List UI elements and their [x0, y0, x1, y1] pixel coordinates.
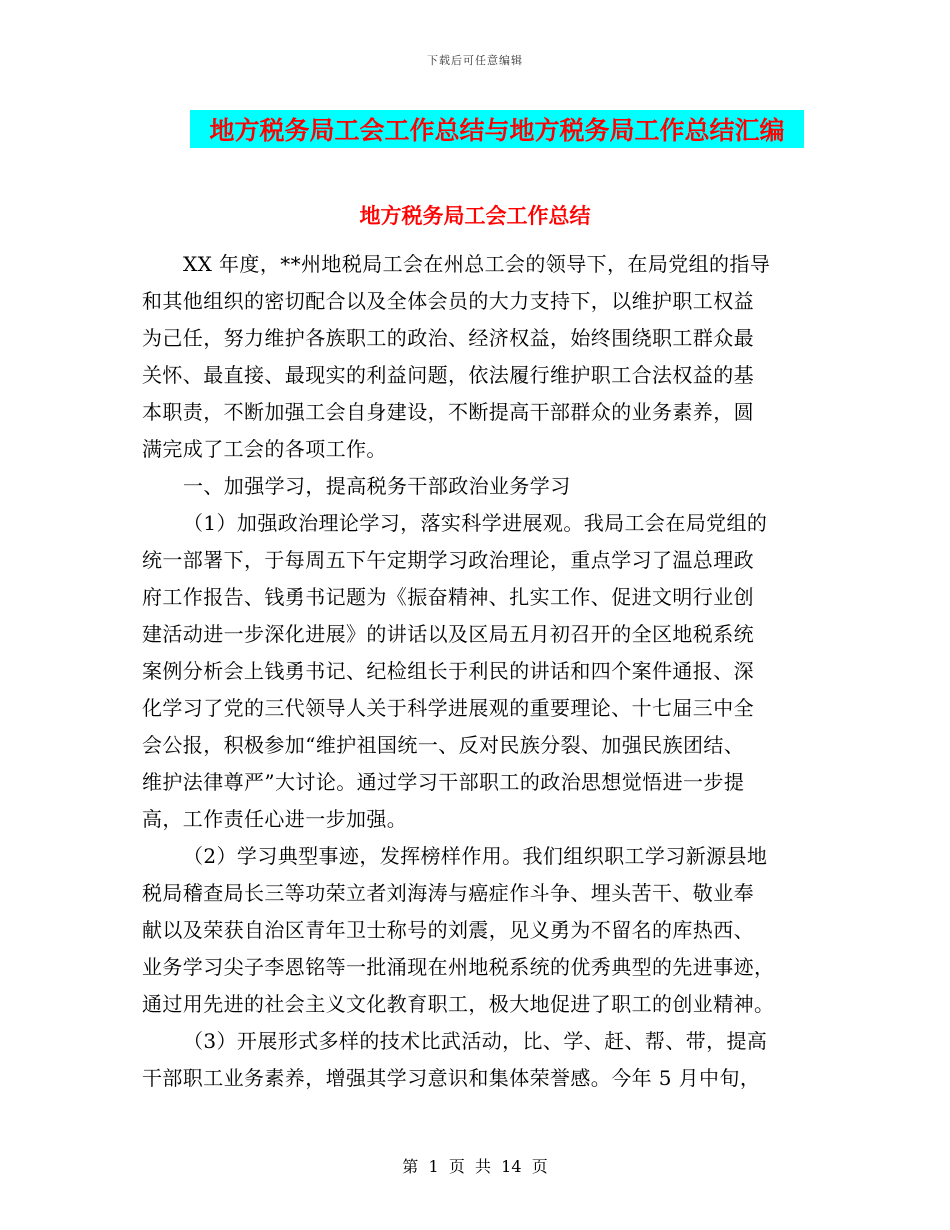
- page-footer: 第 1 页 共 14 页: [402, 1157, 548, 1176]
- text-line: 满完成了工会的各项工作。: [142, 437, 387, 461]
- text-line: 府工作报告、钱勇书记题为《振奋精神、扎实工作、促进文明行业创: [142, 585, 754, 609]
- text-line: 高，工作责任心进一步加强。: [142, 807, 408, 831]
- text-line: 会公报，积极参加“维护祖国统一、反对民族分裂、加强民族团结、: [142, 733, 745, 757]
- text-line: 干部职工业务素养，增强其学习意识和集体荣誉感。今年 5 月中旬，: [142, 1066, 761, 1090]
- text-line: 统一部署下，于每周五下午定期学习政治理论，重点学习了温总理政: [142, 548, 754, 572]
- text-line: 和其他组织的密切配合以及全体会员的大力支持下，以维护职工权益: [142, 289, 754, 313]
- text-line: 化学习了党的三代领导人关于科学进展观的重要理论、十七届三中全: [142, 696, 754, 720]
- text-line: 为己任，努力维护各族职工的政治、经济权益，始终围绕职工群众最: [142, 326, 754, 350]
- text-line: （1）加强政治理论学习，落实科学进展观。我局工会在局党组的: [183, 511, 768, 535]
- text-line: 通过用先进的社会主义文化教育职工，极大地促进了职工的创业精神。: [142, 992, 775, 1016]
- text-line: 本职责，不断加强工会自身建设，不断提高干部群众的业务素养，圆: [142, 400, 754, 424]
- text-line: （2）学习典型事迹，发挥榜样作用。我们组织职工学习新源县地: [183, 844, 768, 868]
- text-line: 维护法律尊严”大讨论。通过学习干部职工的政治思想觉悟进一步提: [142, 770, 745, 794]
- text-line: 案例分析会上钱勇书记、纪检组长于利民的讲话和四个案件通报、深: [142, 659, 754, 683]
- text-line: XX 年度，**州地税局工会在州总工会的领导下，在局党组的指导: [183, 252, 771, 276]
- section-heading: 一、加强学习，提高税务干部政治业务学习: [183, 474, 571, 498]
- header-note: 下载后可任意编辑: [427, 54, 523, 67]
- text-line: 业务学习尖子李恩铭等一批涌现在州地税系统的优秀典型的先进事迹，: [142, 955, 775, 979]
- section-title: 地方税务局工会工作总结: [359, 204, 591, 228]
- text-line: （3）开展形式多样的技术比武活动，比、学、赶、帮、带，提高: [183, 1029, 768, 1053]
- text-line: 税局稽查局长三等功荣立者刘海涛与癌症作斗争、埋头苦干、敬业奉: [142, 881, 754, 905]
- text-line: 关怀、最直接、最现实的利益问题，依法履行维护职工合法权益的基: [142, 363, 754, 387]
- text-line: 建活动进一步深化进展》的讲话以及区局五月初召开的全区地税系统: [142, 622, 754, 646]
- document-main-title: 地方税务局工会工作总结与地方税务局工作总结汇编: [190, 110, 804, 148]
- text-line: 献以及荣获自治区青年卫士称号的刘震，见义勇为不留名的库热西、: [142, 918, 754, 942]
- body-text: [142, 246, 807, 1097]
